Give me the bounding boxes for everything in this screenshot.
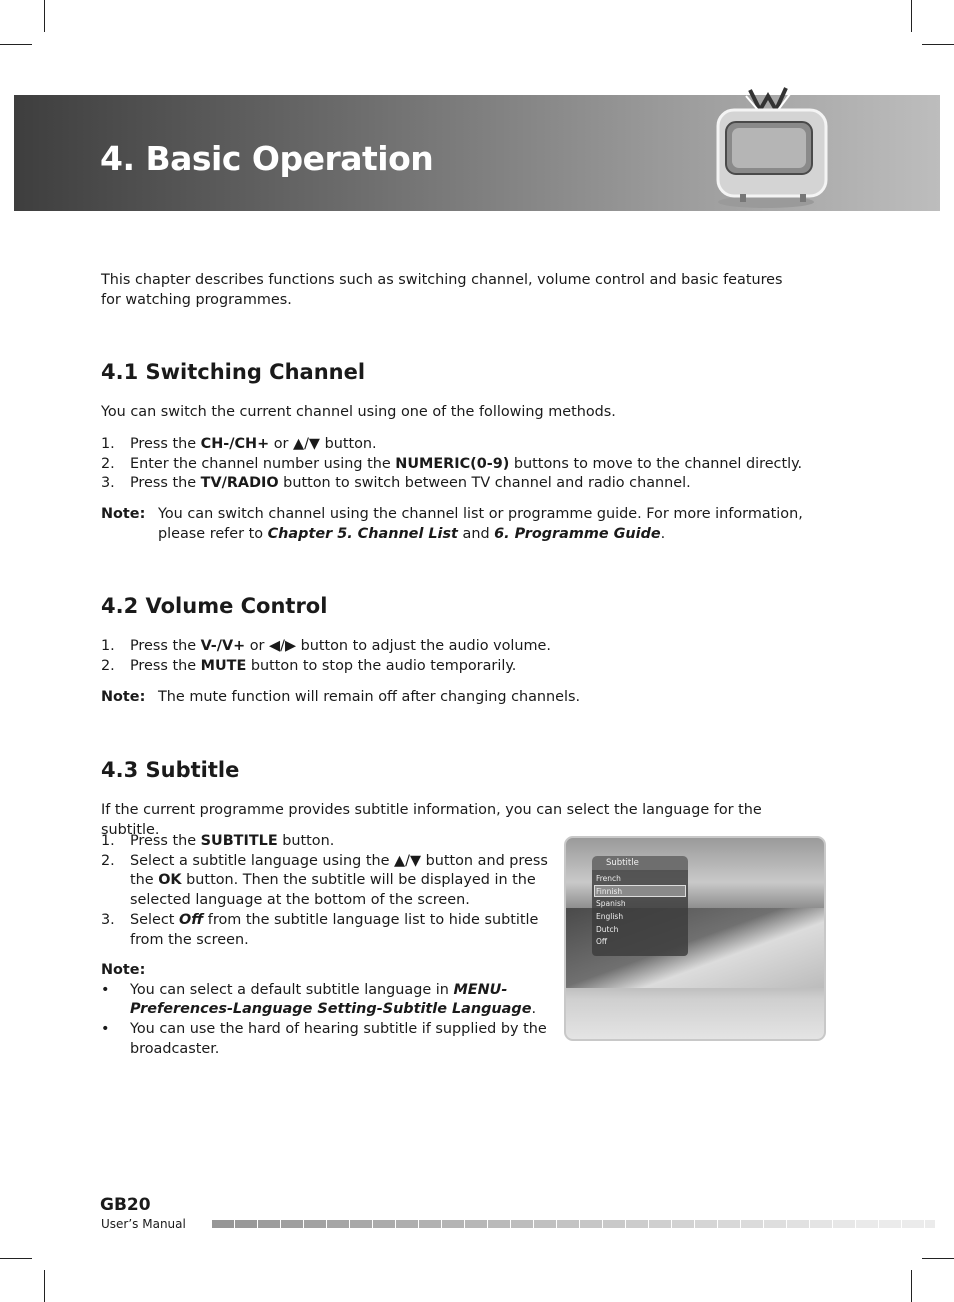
footer-bar-segment [764,1220,786,1228]
footer-bar-segment [557,1220,579,1228]
list-item [101,657,821,677]
footer-bar-segment [580,1220,602,1228]
item-key: SUBTITLE [200,833,278,849]
crop-mark [922,1258,954,1259]
section-4-3-note [101,961,551,1060]
item-text: Press the [130,475,201,492]
chapter-banner [14,95,940,211]
tv-icon [702,70,832,210]
bullet-text: You can use the hard of hearing subtitle if supplied by the broadcaster. [130,1021,547,1057]
item-number: 1. [101,638,115,654]
item-number: 3. [101,911,115,928]
subtitle-option[interactable]: English [596,912,624,921]
item-number: 2. [101,852,115,869]
item-text: button. [277,833,335,849]
footer-bar-segment [833,1220,855,1228]
footer-bar-segment [304,1220,326,1228]
menu-path: MENU-Preferences-Language Setting-Subtitle Language [130,981,532,1018]
item-text: from the subtitle language list to hide subtitle from the screen. [130,911,539,948]
footer-bar-segment [626,1220,648,1228]
crop-mark [911,0,912,32]
crop-mark [0,1258,32,1259]
subtitle-option[interactable]: Spanish [596,899,626,908]
intro-paragraph: This chapter describes functions such as switching channel, volume control and basic features for watching programmes. [101,272,783,308]
footer-bar-segment [603,1220,625,1228]
item-text: buttons to move to the channel directly. [509,455,803,472]
item-key: CH-/CH+ [200,436,270,452]
footer-manual: User’s Manual [101,1217,186,1231]
subtitle-screenshot [564,836,826,1041]
item-text: Select a subtitle language using the ▲/▼ button and press the [130,852,548,889]
footer-bar-segment [672,1220,694,1228]
item-number: 1. [101,436,115,452]
section-4-1-lead: You can switch the current channel using one of the following methods. [101,404,616,420]
footer-bar-segment [396,1220,418,1228]
footer-bar-segment [718,1220,740,1228]
chapter-title: 4. Basic Operation [100,139,434,178]
footer-bar-segment [879,1220,901,1228]
footer-bar-segment [212,1220,234,1228]
footer-bar-segment [465,1220,487,1228]
section-4-2-note [101,688,821,708]
footer-bar-segment [511,1220,533,1228]
footer-bar-segment [695,1220,717,1228]
item-key: TV/RADIO [200,475,279,492]
subtitle-menu-title: Subtitle [592,856,688,870]
section-4-2-list [101,637,821,676]
subtitle-option[interactable]: Off [596,937,608,946]
crop-mark [44,1270,45,1302]
note-text-part: You can switch channel using the channel list or programme guide. For more information, please refer to [158,506,803,542]
list-item [101,852,551,911]
item-key: V-/V+ [200,638,246,654]
bullet-item [101,1020,551,1059]
item-text: button. Then the subtitle will be displayed in the selected language at the bottom of the screen. [130,872,536,909]
list-item [101,455,821,475]
bullet-item [101,981,551,1020]
note-text [101,505,821,544]
footer-bar-segment [281,1220,303,1228]
section-4-1-list [101,435,821,494]
subtitle-option[interactable]: French [596,874,621,883]
item-text: button to switch between TV channel and radio channel. [278,475,691,492]
subtitle-option-selected[interactable]: Finnish [596,887,623,896]
footer-bar-segment [488,1220,510,1228]
footer-bar-segment [649,1220,671,1228]
item-key: Off [178,911,204,928]
footer-bar-segment [419,1220,441,1228]
item-key: MUTE [200,657,247,674]
crop-mark [911,1270,912,1302]
item-text: or ◀/▶ button to adjust the audio volume. [245,638,551,654]
item-text: Press the [130,638,201,654]
item-text: Press the [130,657,201,674]
section-4-3-heading: 4.3 Subtitle [101,758,240,782]
bullet-icon: • [101,1021,110,1038]
item-number: 3. [101,475,115,492]
crop-mark [44,0,45,32]
bullet-icon: • [101,981,110,998]
footer-bar-segment [925,1220,935,1228]
footer-bar-segment [534,1220,556,1228]
list-item [101,832,551,852]
item-key: NUMERIC(0-9) [395,455,510,472]
item-number: 2. [101,657,115,674]
footer-bar-segment [350,1220,372,1228]
item-text: Select [130,911,179,928]
item-text: Enter the channel number using the [130,455,396,472]
list-item [101,637,821,657]
note-label: Note: [101,506,146,522]
note-label: Note: [101,689,146,705]
note-text-part: and [457,525,495,542]
footer-bar-segment [856,1220,878,1228]
section-4-2-heading: 4.2 Volume Control [101,594,328,618]
note-text-part: . [660,525,666,542]
footer-bar-segment [902,1220,924,1228]
item-number: 2. [101,455,115,472]
note-link-chapter6: 6. Programme Guide [494,525,661,542]
list-item [101,435,821,455]
item-text: Press the [130,833,201,849]
crop-mark [0,44,32,45]
item-text: Press the [130,436,201,452]
bullet-text: . [531,1001,537,1018]
footer-bar-segment [810,1220,832,1228]
list-item [101,911,551,950]
section-4-1-note [101,505,821,544]
item-number: 1. [101,833,115,849]
footer-bar-segment [258,1220,280,1228]
crop-mark [922,44,954,45]
item-key: OK [158,872,182,889]
section-4-3-list [101,832,551,950]
footer-bar-segment [741,1220,763,1228]
footer-model: GB20 [100,1195,151,1215]
footer-bar-segment [373,1220,395,1228]
note-label: Note: [101,962,146,978]
item-text: or ▲/▼ button. [269,436,377,452]
section-4-3-lead: If the current programme provides subtitle information, you can select the language for the subtitle. [101,802,762,838]
footer-bar-segment [442,1220,464,1228]
item-text: button to stop the audio temporarily. [246,657,517,674]
footer-bar-segment [327,1220,349,1228]
footer-bar-segment [787,1220,809,1228]
list-item [101,474,821,494]
bullet-text: You can select a default subtitle language in [130,981,454,998]
subtitle-option[interactable]: Dutch [596,925,619,934]
section-4-1-heading: 4.1 Switching Channel [101,360,366,384]
footer-bar-segment [235,1220,257,1228]
note-text: The mute function will remain off after changing channels. [158,689,581,705]
note-link-chapter5: Chapter 5. Channel List [267,525,458,542]
